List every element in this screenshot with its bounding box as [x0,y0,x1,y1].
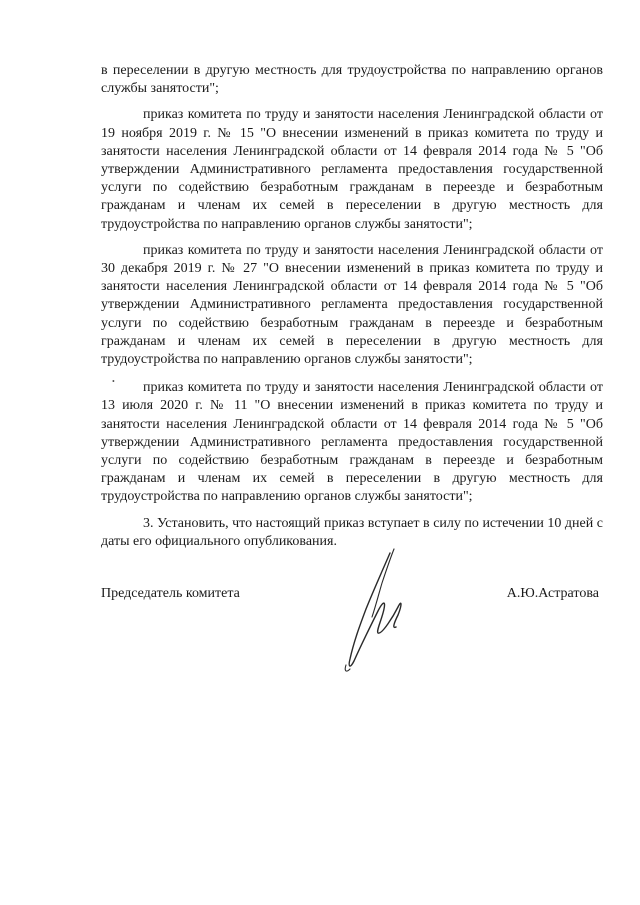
document-body [101,62,603,551]
position-title: Председатель комитета [101,586,240,601]
order-item-1: приказ комитета по труду и занятости населения Ленинградской области от 19 ноября 2019 г. № 15 "О внесении изменений в приказ комитета по труду и занятости населения Ленинградской области от 14 февраля 2014 года № 5 "Об утверждении Административного регламента предоставления государственной услуги по содействию безработным гражданам в переезде и безработным гражданам и членам их семей в переселении в другую местность для трудоустройства по направлению органов службы занятости"; [101,107,603,232]
order-item-2: приказ комитета по труду и занятости населения Ленинградской области от 30 декабря 2019 г. № 27 "О внесении изменений в приказ комитета по труду и занятости населения Ленинградской области от 14 февраля 2014 года № 5 "Об утверждении Административного регламента предоставления государственной услуги по содействию безработным гражданам в переезде и безработным гражданам и членам их семей в переселении в другую местность для трудоустройства по направлению органов службы занятости"; [101,242,603,368]
signer-name: А.Ю.Астратова [506,586,599,601]
stray-mark: • [112,377,115,386]
intro-continuation: в переселении в другую местность для трудоустройства по направлению органов службы занятости"; [101,63,603,97]
clause-3: 3. Установить, что настоящий приказ вступает в силу по истечении 10 дней с даты его официального опубликования. [101,515,603,549]
order-item-3: приказ комитета по труду и занятости населения Ленинградской области от 13 июля 2020 г. № 11 "О внесении изменений в приказ комитета по труду и занятости населения Ленинградской области от 14 февраля 2014 года № 5 "Об утверждении Административного регламента предоставления государственной услуги по содействию безработным гражданам в переезде и безработным гражданам и членам их семей в переселении в другую местность для трудоустройства по направлению органов службы занятости"; [101,380,603,505]
handwritten-signature [332,545,432,675]
